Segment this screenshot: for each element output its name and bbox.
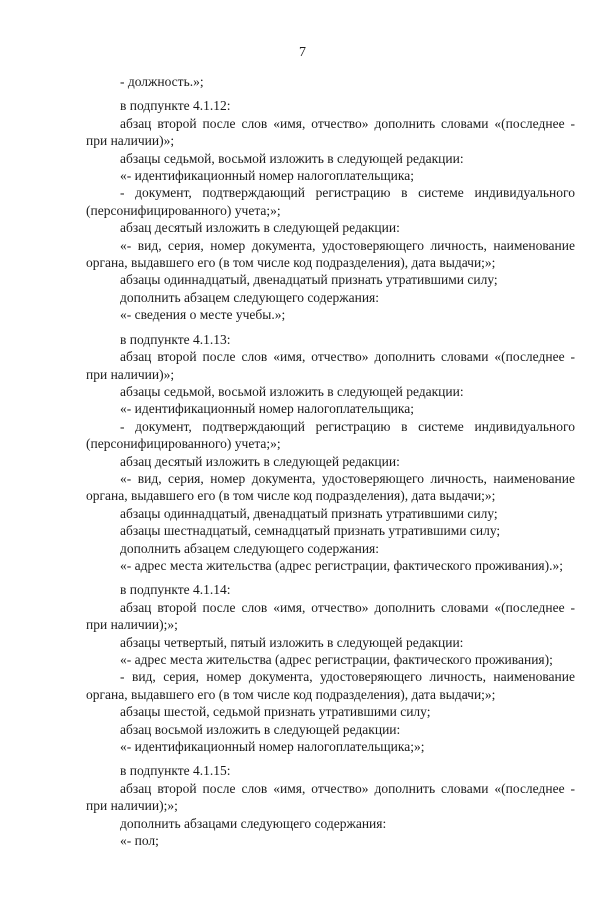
paragraph: «- идентификационный номер налогоплательщика;	[120, 401, 414, 417]
paragraph: «- вид, серия, номер документа, удостоверяющего личность, наименование органа, выдавшего его (в том числе код подразделения), дата выдачи;»;	[86, 470, 575, 504]
paragraph: абзацы шестой, седьмой признать утратившими силу;	[120, 704, 431, 720]
paragraph: «- пол;	[120, 833, 159, 849]
paragraph: абзац второй после слов «имя, отчество» дополнить словами «(последнее - при наличии);»;	[86, 599, 575, 633]
paragraph: «- адрес места жительства (адрес регистрации, фактического проживания);	[120, 652, 553, 667]
paragraph: абзац второй после слов «имя, отчество» дополнить словами «(последнее - при наличии);»;	[86, 780, 575, 814]
paragraph: «- идентификационный номер налогоплательщика;	[120, 168, 414, 184]
paragraph: «- сведения о месте учебы.»;	[120, 307, 286, 323]
paragraph: - должность.»;	[120, 74, 204, 89]
section-heading: в подпункте 4.1.12:	[120, 98, 231, 114]
paragraph: абзацы четвертый, пятый изложить в следующей редакции:	[120, 634, 464, 650]
paragraph: - вид, серия, номер документа, удостоверяющего личность, наименование органа, выдавшего его (в том числе код подразделения), дата выдачи;»;	[86, 669, 575, 702]
paragraph: «- вид, серия, номер документа, удостоверяющего личность, наименование органа, выдавшего его (в том числе код подразделения), дата выдачи;»;	[86, 237, 575, 271]
paragraph: дополнить абзацем следующего содержания:	[120, 289, 380, 305]
paragraph: «- идентификационный номер налогоплательщика;»;	[120, 739, 425, 755]
paragraph: - документ, подтверждающий регистрацию в системе индивидуального (персонифицированного) учета;»;	[86, 418, 575, 452]
paragraph: абзацы седьмой, восьмой изложить в следующей редакции:	[120, 150, 464, 166]
section-heading: в подпункте 4.1.14:	[120, 582, 231, 598]
paragraph: - документ, подтверждающий регистрацию в системе индивидуального (персонифицированного) учета;»;	[86, 185, 575, 218]
paragraph: дополнить абзацем следующего содержания:	[120, 540, 380, 556]
paragraph: абзацы седьмой, восьмой изложить в следующей редакции:	[120, 383, 464, 399]
document-body	[86, 73, 575, 849]
paragraph: абзацы шестнадцатый, семнадцатый признать утратившими силу;	[120, 523, 501, 539]
section-heading: в подпункте 4.1.13:	[120, 331, 231, 347]
section-heading: в подпункте 4.1.15:	[120, 763, 231, 779]
paragraph: «- адрес места жительства (адрес регистрации, фактического проживания).»;	[120, 557, 564, 573]
paragraph: абзацы одиннадцатый, двенадцатый признать утратившими силу;	[120, 505, 498, 521]
paragraph: абзацы одиннадцатый, двенадцатый признать утратившими силу;	[120, 272, 498, 288]
paragraph: абзац второй после слов «имя, отчество» дополнить словами «(последнее - при наличии)»;	[86, 115, 575, 149]
paragraph: абзац десятый изложить в следующей редакции:	[120, 220, 400, 236]
paragraph: абзац восьмой изложить в следующей редакции:	[120, 721, 401, 737]
paragraph: абзац десятый изложить в следующей редакции:	[120, 453, 400, 469]
paragraph: абзац второй после слов «имя, отчество» дополнить словами «(последнее - при наличии)»;	[86, 349, 575, 382]
paragraph: дополнить абзацами следующего содержания:	[120, 815, 387, 831]
page-number: 7	[299, 45, 306, 60]
